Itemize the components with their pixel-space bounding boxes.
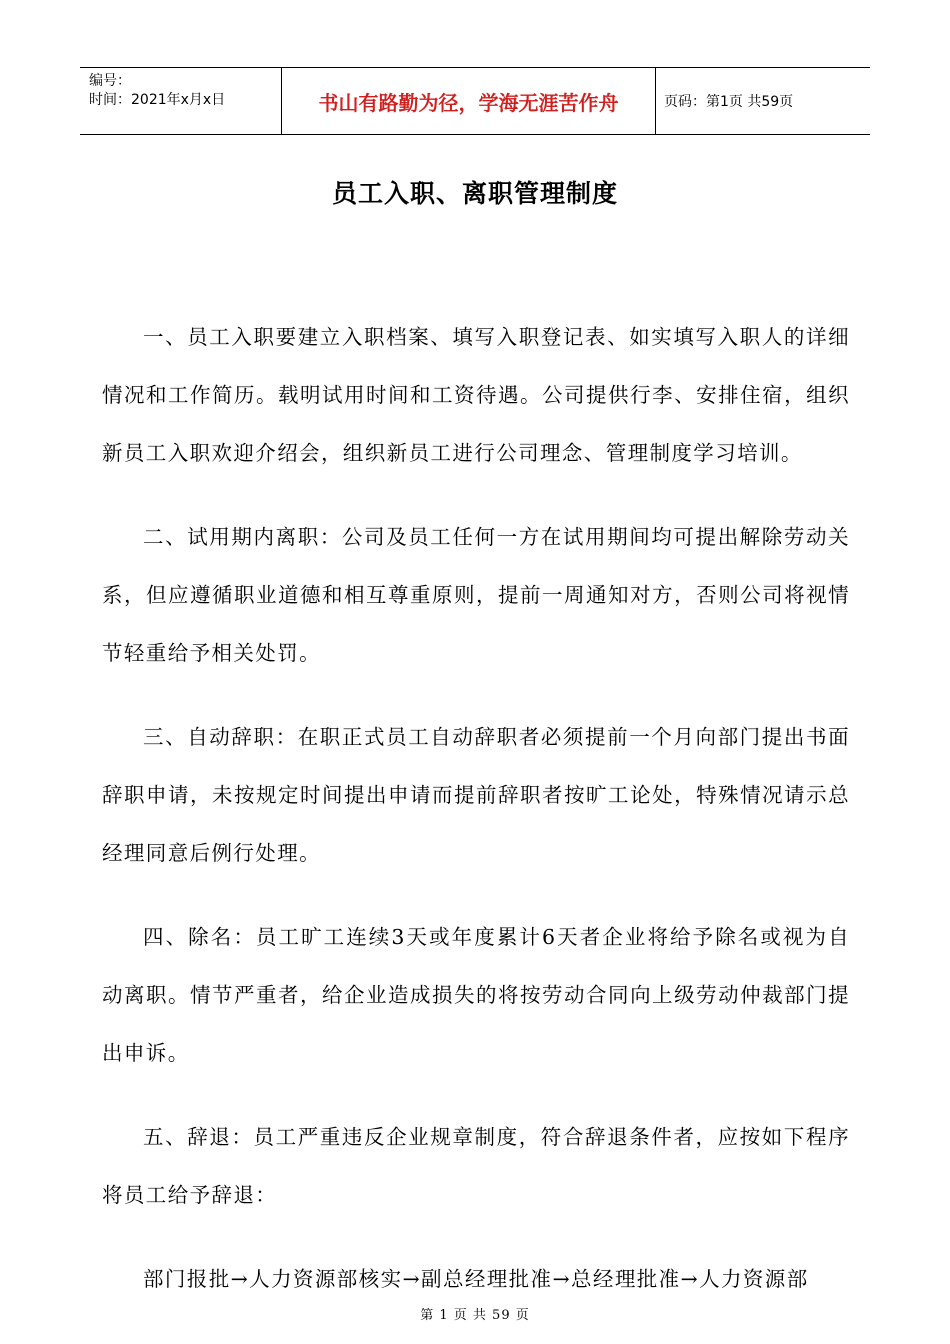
document-body bbox=[102, 308, 850, 1334]
document-title: 员工入职、离职管理制度 bbox=[331, 179, 618, 208]
header-meta bbox=[80, 68, 281, 134]
paragraph-6: 部门报批→人力资源部核实→副总经理批准→总经理批准→人力资源部 bbox=[143, 1267, 809, 1291]
paragraph-1: 一、员工入职要建立入职档案、填写入职登记表、如实填写入职人的详细情况和工作简历。载明试用时间和工资待遇。公司提供行李、安排住宿，组织新员工入职欢迎介绍会，组织新员工进行公司理念、管理制度学习培训。 bbox=[102, 325, 850, 465]
header-motto: 书山有路勤为径，学海无涯苦作舟 bbox=[281, 68, 656, 134]
page-footer: 第 1 页 共 59 页 bbox=[420, 1308, 530, 1323]
number-label: 编号： bbox=[89, 73, 131, 89]
paragraph-3: 三、自动辞职：在职正式员工自动辞职者必须提前一个月向部门提出书面辞职申请，未按规定时间提出申请而提前辞职者按旷工论处，特殊情况请示总经理同意后例行处理。 bbox=[102, 725, 850, 865]
time-label: 时间：2021年x月x日 bbox=[89, 92, 226, 108]
page-header bbox=[80, 67, 870, 135]
header-page-info: 页码：第1页 共59页 bbox=[664, 94, 794, 110]
paragraph-2: 二、试用期内离职：公司及员工任何一方在试用期间均可提出解除劳动关系，但应遵循职业道德和相互尊重原则，提前一周通知对方，否则公司将视情节轻重给予相关处罚。 bbox=[102, 525, 850, 665]
paragraph-5: 五、辞退：员工严重违反企业规章制度，符合辞退条件者，应按如下程序将员工给予辞退： bbox=[102, 1125, 850, 1207]
paragraph-4: 四、除名：员工旷工连续3天或年度累计6天者企业将给予除名或视为自动离职。情节严重者，给企业造成损失的将按劳动合同向上级劳动仲裁部门提出申诉。 bbox=[102, 925, 850, 1065]
